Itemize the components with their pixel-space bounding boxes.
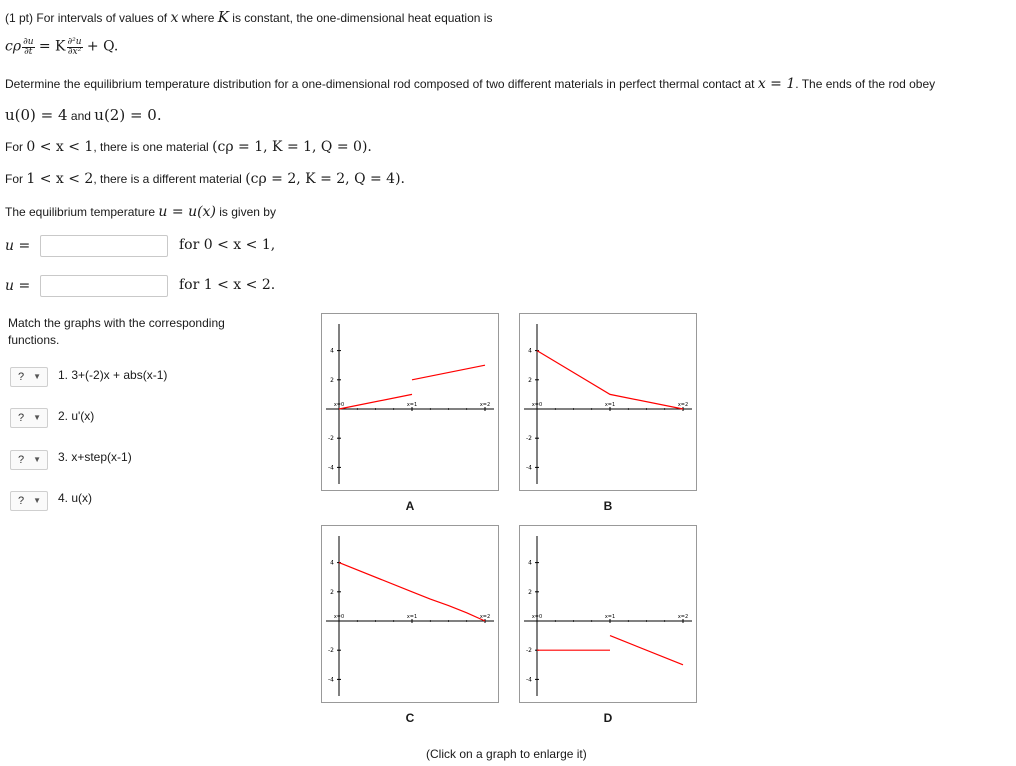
series-line-piecewise	[537, 351, 683, 409]
series-line-segment2	[412, 365, 485, 380]
graph-c-svg	[322, 526, 500, 704]
u-label-1: u =	[5, 238, 31, 254]
x-tick-label: x=0	[333, 614, 345, 620]
dropdown-arrow-icon: ▼	[33, 496, 41, 505]
match-item-3: 3. x+step(x-1)	[58, 450, 132, 464]
graph-a[interactable]	[321, 313, 499, 491]
y-tick-label: -4	[328, 676, 334, 684]
x-tick-label: x=2	[677, 614, 689, 620]
x-tick-label: x=0	[333, 402, 345, 408]
y-tick-label: 2	[528, 376, 532, 384]
points-label: (1 pt)	[5, 11, 34, 25]
determine-sentence: Determine the equilibrium temperature distribution for a one-dimensional rod composed of two different materials in perfect thermal contact at x = 1. The ends of the rod obey	[5, 76, 936, 92]
match-select-2[interactable]: ? ▼	[10, 408, 48, 428]
material-two: For 1 < x < 2, there is a different material (cρ = 2, K = 2, Q = 4).	[5, 171, 405, 187]
boundary-conditions: u(0) = 4 and u(2) = 0.	[5, 106, 162, 124]
matching-instructions: Match the graphs with the corresponding functions.	[8, 316, 225, 347]
y-tick-label: 4	[330, 347, 334, 355]
answer-input-interval-1[interactable]	[40, 235, 168, 257]
y-tick-label: -4	[526, 676, 532, 684]
match-select-4[interactable]: ? ▼	[10, 491, 48, 511]
y-tick-label: 2	[330, 588, 334, 596]
y-tick-label: -2	[526, 647, 532, 655]
graph-b[interactable]	[519, 313, 697, 491]
dropdown-arrow-icon: ▼	[33, 372, 41, 381]
graph-b-svg	[520, 314, 698, 492]
graph-a-svg	[322, 314, 500, 492]
graph-d-svg	[520, 526, 698, 704]
y-tick-label: 4	[528, 559, 532, 567]
x-tick-label: x=1	[406, 614, 418, 620]
y-tick-label: 2	[330, 376, 334, 384]
x-tick-label: x=1	[604, 402, 616, 408]
range-label-2: for 1 < x < 2.	[179, 277, 276, 293]
graph-label-d: D	[603, 711, 613, 725]
range-label-1: for 0 < x < 1,	[179, 237, 276, 253]
y-tick-label: -2	[328, 435, 334, 443]
match-select-3[interactable]: ? ▼	[10, 450, 48, 470]
graph-label-c: C	[405, 711, 415, 725]
series-line-u	[339, 563, 485, 621]
x-tick-label: x=2	[479, 402, 491, 408]
material-one: For 0 < x < 1, there is one material (cρ = 1, K = 1, Q = 0).	[5, 139, 372, 155]
graph-d[interactable]	[519, 525, 697, 703]
dropdown-arrow-icon: ▼	[33, 413, 41, 422]
dropdown-arrow-icon: ▼	[33, 455, 41, 464]
u-label-2: u =	[5, 278, 31, 294]
y-tick-label: -2	[526, 435, 532, 443]
enlarge-hint: (Click on a graph to enlarge it)	[426, 747, 587, 761]
series-line-segment1	[339, 394, 412, 409]
y-tick-label: -2	[328, 647, 334, 655]
x-tick-label: x=1	[604, 614, 616, 620]
x-tick-label: x=1	[406, 402, 418, 408]
match-select-1[interactable]: ? ▼	[10, 367, 48, 387]
y-tick-label: 4	[330, 559, 334, 567]
y-tick-label: -4	[526, 464, 532, 472]
y-tick-label: -4	[328, 464, 334, 472]
y-tick-label: 2	[528, 588, 532, 596]
x-tick-label: x=2	[479, 614, 491, 620]
graph-label-b: B	[603, 499, 613, 513]
problem-intro: (1 pt) For intervals of values of x where K is constant, the one-dimensional heat equation is	[5, 8, 493, 26]
match-item-1: 1. 3+(-2)x + abs(x-1)	[58, 368, 168, 382]
answer-input-interval-2[interactable]	[40, 275, 168, 297]
y-tick-label: 4	[528, 347, 532, 355]
x-tick-label: x=2	[677, 402, 689, 408]
x-tick-label: x=0	[531, 614, 543, 620]
equilibrium-sentence: The equilibrium temperature u = u(x) is given by	[5, 204, 276, 220]
match-item-4: 4. u(x)	[58, 491, 93, 505]
graph-c[interactable]	[321, 525, 499, 703]
graph-label-a: A	[405, 499, 415, 513]
x-tick-label: x=0	[531, 402, 543, 408]
match-item-2: 2. u'(x)	[58, 409, 95, 423]
heat-equation: cρ $\frac{\partial u}{\partial t}$ = K $\frac{\text{∂²u}}{\text{∂x²}}$ + Q.	[5, 37, 119, 57]
series-line-segment2	[610, 636, 683, 665]
